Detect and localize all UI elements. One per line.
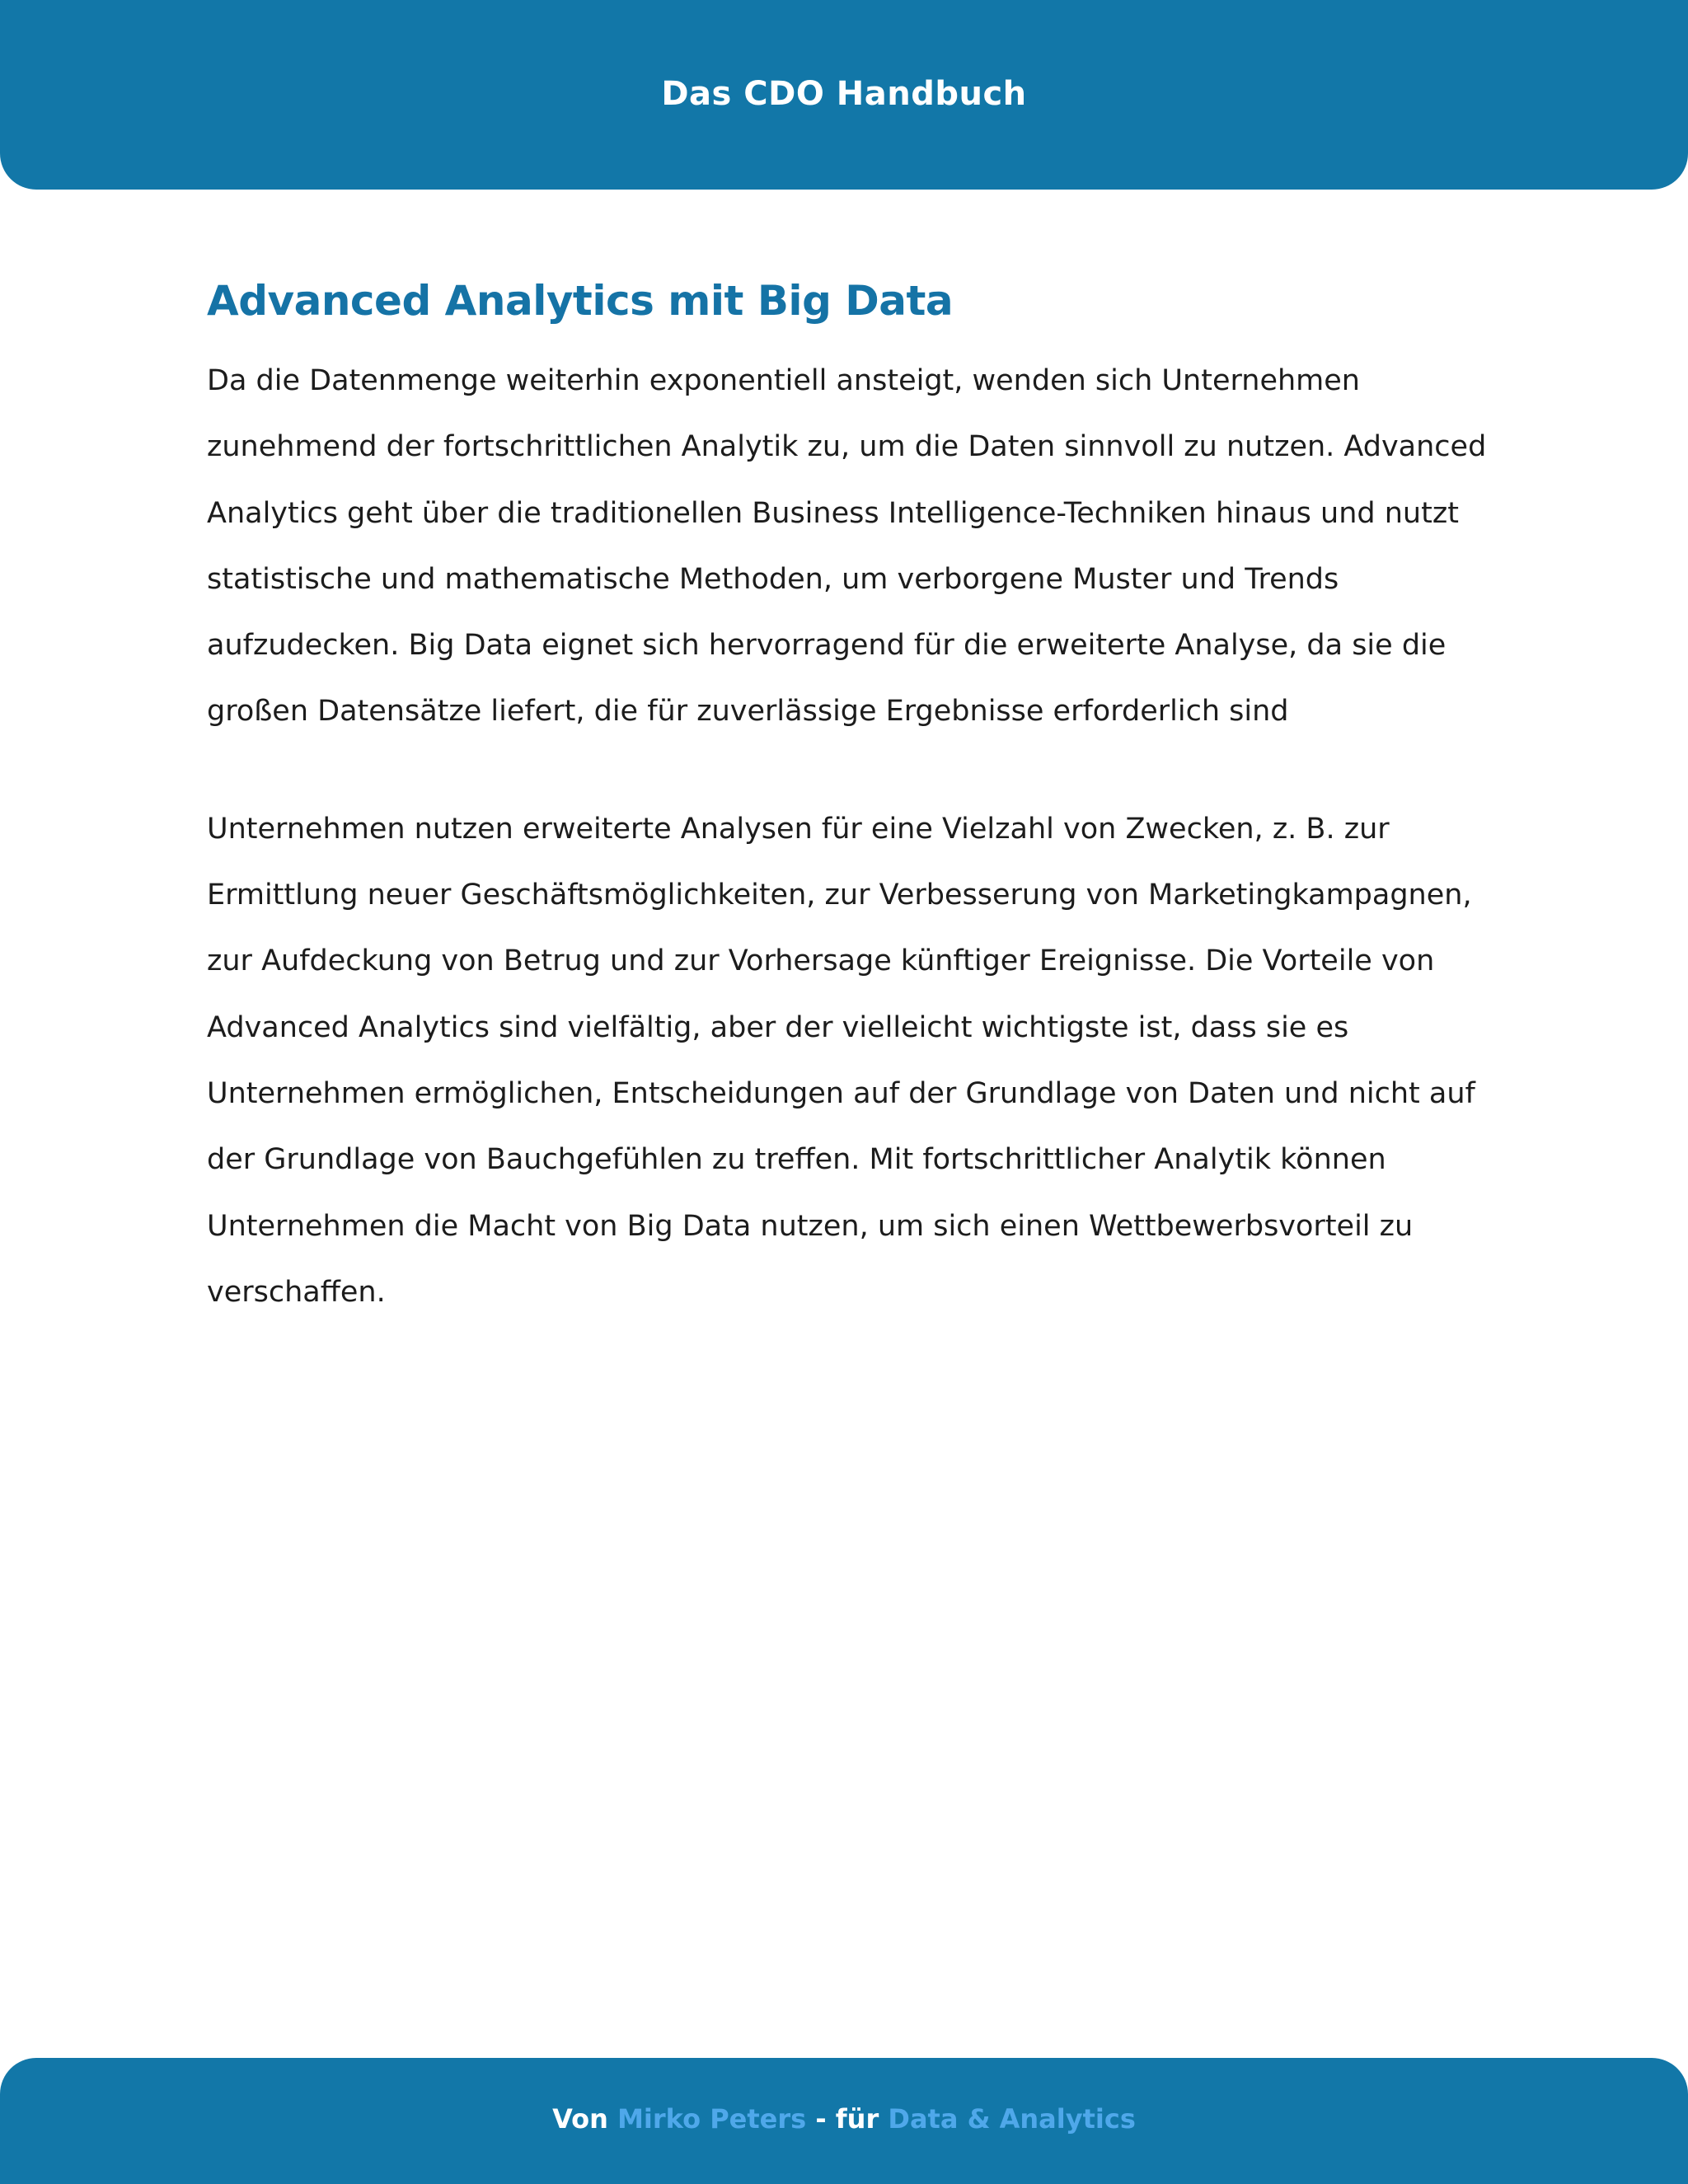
footer-prefix: Von [552,2103,608,2135]
footer-organization: Data & Analytics [888,2103,1136,2135]
main-content [207,272,1493,1325]
page-header [0,0,1688,190]
body-paragraph: Da die Datenmenge weiterhin exponentiell ansteigt, wenden sich Unternehmen zunehmend der fortschrittlichen Analytik zu, um die Daten sinnvoll zu nutzen. Advanced Analytics geht über die traditionellen Business Intelligence-Techniken hinaus und nutzt statistische und mathematische Methoden, um verborgene Muster und Trends aufzudecken. Big Data eignet sich hervorragend für die erweiterte Analyse, da sie die großen Datensätze liefert, die für zuverlässige Ergebnisse erforderlich sind [207,364,1487,729]
footer-credit [0,2099,1688,2139]
footer-author: Mirko Peters [617,2103,807,2135]
section-title: Advanced Analytics mit Big Data [207,277,954,325]
header-title: Das CDO Handbuch [661,75,1027,113]
body-paragraph: Unternehmen nutzen erweiterte Analysen für eine Vielzahl von Zwecken, z. B. zur Ermittlung neuer Geschäftsmöglichkeiten, zur Verbesserung von Marketingkampagnen, zur Aufdeckung von Betrug und zur Vorhersage künftiger Ereignisse. Die Vorteile von Advanced Analytics sind vielfältig, aber der vielleicht wichtigste ist, dass sie es Unternehmen ermöglichen, Entscheidungen auf der Grundlage von Daten und nicht auf der Grundlage von Bauchgefühlen zu treffen. Mit fortschrittlicher Analytik können Unternehmen die Macht von Big Data nutzen, um sich einen Wettbewerbsvorteil zu verschaffen. [207,812,1475,1309]
footer-separator: - für [815,2103,879,2135]
page-footer [0,2058,1688,2184]
